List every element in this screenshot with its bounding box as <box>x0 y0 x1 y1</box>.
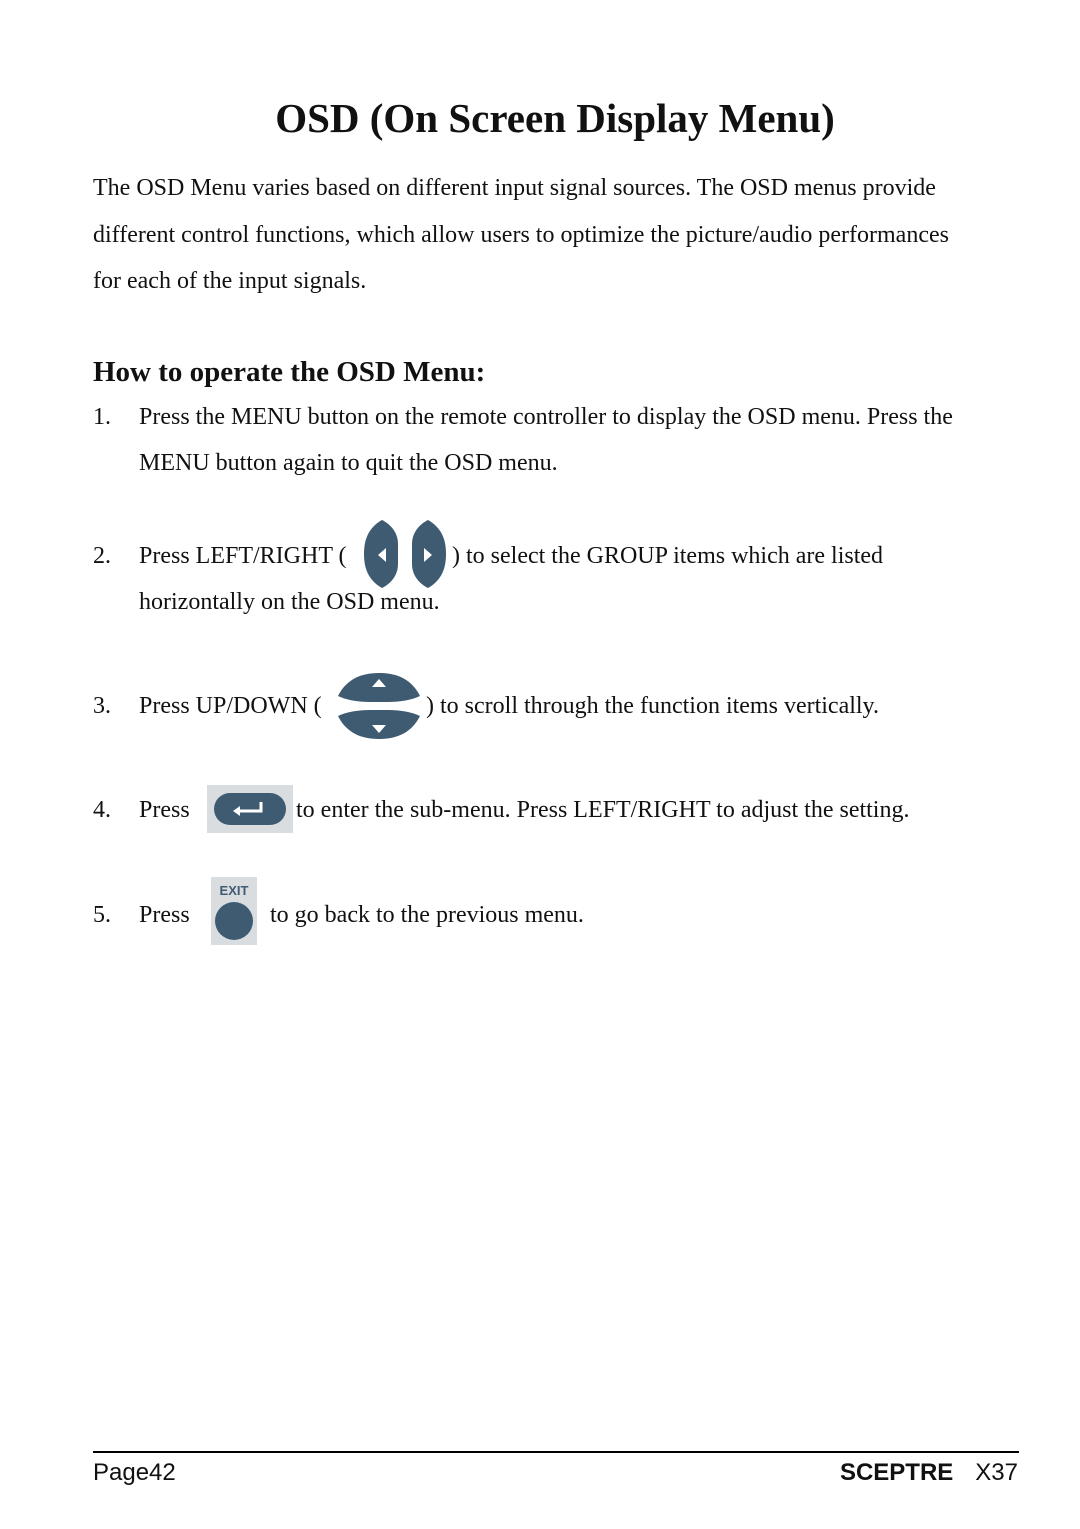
footer-brand: SCEPTRE <box>839 1459 954 1486</box>
step-number: 3. <box>93 693 111 719</box>
step-text-after-icon: to enter the sub-menu. Press LEFT/RIGHT to adjust the setting. <box>296 797 910 823</box>
step-text-line: horizontally on the OSD menu. <box>139 589 440 615</box>
step-text-before-icon: Press <box>139 902 190 928</box>
exit-button-label: EXIT <box>219 883 249 898</box>
intro-line: different control functions, which allow users to optimize the picture/audio performances <box>93 221 949 248</box>
footer-brand-model <box>840 1458 1018 1488</box>
step-text-after-icon: ) to scroll through the function items vertically. <box>426 693 879 719</box>
step-number: 4. <box>93 797 111 823</box>
step-number: 1. <box>93 404 111 430</box>
exit-button-icon <box>211 877 257 945</box>
step-number: 2. <box>93 543 111 569</box>
footer-divider <box>93 1451 1019 1453</box>
step-text-before-icon: Press UP/DOWN ( <box>139 693 322 719</box>
enter-button-icon <box>207 785 293 833</box>
intro-paragraph <box>93 165 1028 305</box>
step-number: 5. <box>93 902 111 928</box>
step-text-line: MENU button again to quit the OSD menu. <box>139 450 558 476</box>
footer-page-number: Page42 <box>93 1459 176 1486</box>
footer-model: X37 <box>975 1459 1018 1486</box>
intro-line: The OSD Menu varies based on different input signal sources. The OSD menus provide <box>93 175 936 201</box>
step-text-after-icon: ) to select the GROUP items which are listed <box>452 543 884 569</box>
step-1 <box>93 394 1028 486</box>
page-title: OSD (On Screen Display Menu) <box>275 95 835 141</box>
step-text-before-icon: Press <box>139 797 190 823</box>
intro-line: for each of the input signals. <box>93 268 367 294</box>
step-text-before-icon: Press LEFT/RIGHT ( <box>139 543 347 569</box>
section-heading: How to operate the OSD Menu: <box>93 356 486 388</box>
left-right-buttons-icon <box>360 518 450 590</box>
step-text-line: Press the MENU button on the remote controller to display the OSD menu. Press the <box>139 404 953 430</box>
up-down-buttons-icon <box>334 670 424 742</box>
step-text-after-icon: to go back to the previous menu. <box>270 902 584 928</box>
